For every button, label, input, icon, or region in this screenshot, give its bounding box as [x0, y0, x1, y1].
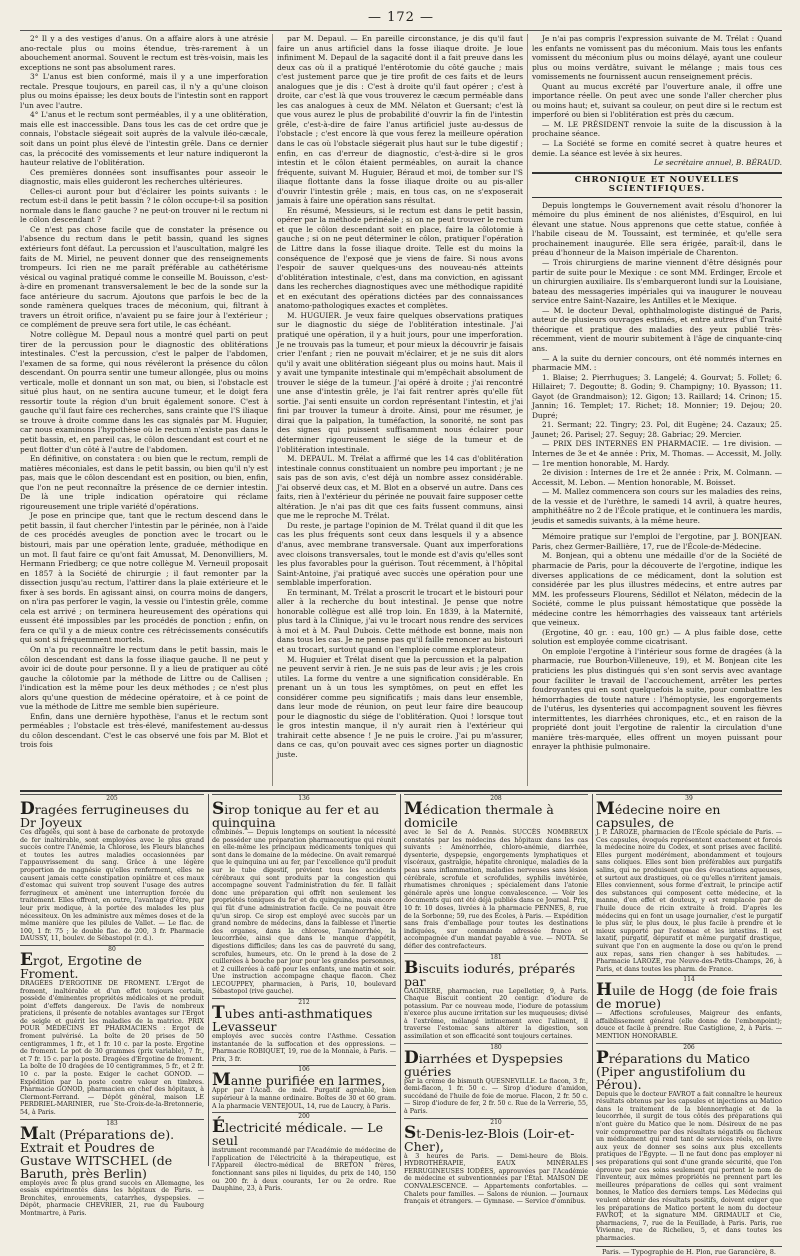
paragraph: — M. LE PRÉSIDENT renvoie la suite de la discussion à la prochaine séance.	[532, 119, 782, 139]
memoir-review	[532, 532, 782, 752]
ad-initial: T	[212, 1003, 225, 1024]
paragraph: Depuis longtemps le Gouvernement avait résolu d'honorer la mémoire du plus éminent de nos aliénistes, d'Esquirol, en lui élevant une statue. Nous apprenons que cette statue, confiée à l'habile ciseau de M. Toussaint, est terminée, et qu'elle sera prochainement inaugurée. Elle sera érigée, paraît-il, dans le préau d'honneur de la Maison impériale de Charenton.	[532, 200, 782, 258]
ad-title-text: alt (Préparations de). Extrait et Poudres de Gustave WITSCHEL (de Baruth, près Berlin)	[20, 1126, 175, 1181]
column-1	[20, 34, 268, 786]
ad-body: instrument recommandé par l'Académie de médecine de l'application de l'électricité à la thérapeutique, est l'Appareil électro-médical de BRETON frères, fonctionnant sans piles ni liquides, du prix de 140, 150 ou 200 fr. à deux courants, 1er ou 2e ordre. Rue Dauphine, 23, à Paris.	[212, 1147, 396, 1193]
ad-title-text: ragées ferrugineuses du Dr Joyeux	[20, 802, 190, 830]
top-rule	[20, 30, 782, 31]
advertisement	[20, 945, 204, 1117]
advertisements	[20, 790, 782, 1256]
column-divider	[527, 34, 528, 786]
paragraph: 4° L'anus et le rectum sont perméables, il y a une oblitération, mais elle est inaccessible. Dans tous les cas de cet ordre que je connais, l'obstacle siégeait soit auprès de la valvule iléo-cæcale, soit dans un point plus élevé de l'intestin grêle. Dans ce dernier cas, la précocité des vomissements et leur nature indiqueront la hauteur relative de l'oblitération.	[20, 110, 268, 168]
chronicle-heading: CHRONIQUE ET NOUVELLES SCIENTIFIQUES.	[532, 172, 782, 198]
advertisement	[212, 998, 396, 1063]
ad-title-text: irop tonique au fer et au quinquina	[212, 802, 380, 830]
ad-title-text: iscuits iodurés, préparés par	[404, 960, 576, 989]
paragraph: 3° L'anus est bien conformé, mais il y a une imperforation rectale. Presque toujours, en pareil cas, il n'y a qu'une cloison plus ou moins épaisse; les deux bouts de l'intestin sont en rapport l'un avec l'autre.	[20, 72, 268, 110]
paragraph: — PRIX DES INTERNES EN PHARMACIE. — 1re division. — Internes de 3e et 4e année : Prix, M. Thomas. — Accessit, M. Jolly. — 1re mention honorable, M. Hardy.	[532, 439, 782, 468]
ad-number: 208	[404, 794, 588, 803]
paragraph: Mémoire pratique sur l'emploi de l'ergotine, par J. BONJEAN. Paris, chez Germer-Baillière, 17, rue de l'École-de-Médecine.	[532, 532, 782, 551]
paragraph: M. Bonjean, qui a obtenu une médaille d'or de la Société de pharmacie de Paris, pour la découverte de l'ergotine, indique les diverses applications de ce médicament, dont la solution est considérée par les plus illustres médecins, et entre autres par MM. les professeurs Flourens, Sédillot et Nélaton, médecin de la Société, comme le plus puissant hémostatique que possède la médecine contre les hémorrhagies des vaisseaux tant artériels que veineux.	[532, 551, 782, 628]
paragraph: En résumé, Messieurs, si le rectum est dans le petit bassin, opérer par la méthode périnéale ; si on ne peut trouver le rectum et que le côlon descendant soit en place, faire la côlotomie à gauche ; si on ne peut déterminer le côlon, pratiquer l'opération de Littre dans la fosse iliaque droite. Telle est du moins la conséquence de l'exposé que je viens de faire. Si nous avons l'espoir de sauver quelques-uns des nouveau-nés atteints d'oblitération intestinale, c'est, dans ma conviction, en agissant dans les recherches diagnostiques avec une méthodique rapidité et en exécutant des opérations dictées par des connaissances anatomo-pathologiques exactes et complètes.	[277, 205, 523, 311]
ad-initial: S	[404, 1122, 417, 1143]
ad-initial: D	[20, 799, 35, 819]
advertisement	[404, 953, 588, 1041]
ad-initial: H	[596, 980, 613, 1001]
ad-body: Depuis que le docteur FAVROT a fait connaître le heureux résultats obtenus par les capsules et injections au Matico dans le traitement de la blennorrhagie et de la leucorrhée, il surgit de tous côtés des préparations qui n'ont guère du Matico que le nom. Désireux de ne pas voir compromettre par des résultats négatifs ou fâcheux un médicament qui rend tant de services réels, on livre aux yeux de donner ses soins aux plus excellents pratiques de l'Égypte. — Il ne faut donc pas employer ni ses préparations qui sont d'une grande sécurité, que l'on éprouve par ces soins seulement qui portent le nom de l'inventeur, aux mêmes propriétés ne prennent part les meilleures préparations de celles qui sont vraiment bonnes, le Matico des derniers temps. Les Médecins qui veulent obtenir des résultats positifs, doivent exiger que les préparations de Matico portent le nom du docteur FAVROT, et la signature MM. GRIMAULT et Cie, pharmaciens, 7, rue de la Feuillade, à Paris. Paris, rue Vivienne, rue de Richelieu, 5, et dans toutes les pharmacies.	[596, 1090, 782, 1242]
advertisement	[404, 1043, 588, 1116]
ad-title-text: ubes anti-asthmatiques Levasseur	[212, 1006, 373, 1035]
column-2	[277, 34, 523, 786]
paragraph: En définitive, on constatera : ou bien que le rectum, rempli de matières méconiales, est dans le petit bassin, ou bien qu'il n'y est pas, mais que le côlon descendant est en position, ou bien, enfin, que l'on ne peut reconnaître la présence de ce dernier intestin. De là une triple indication opératoire qui réclame rigoureusement une triple variété d'opérations.	[20, 454, 268, 511]
ad-title-text: iarrhées et Dyspepsies guéries	[404, 1050, 563, 1079]
ad-column-2	[212, 794, 396, 1193]
ad-column-4	[596, 794, 782, 1256]
journal-page	[20, 10, 782, 1256]
discussion-end	[532, 34, 782, 158]
advertisement	[596, 794, 782, 973]
ad-body: DRAGÉES D'ERGOTINE DE FROMENT. L'Ergot de froment, inaltérable et d'un effet toujours certain, possède d'éminentes propriétés médicales et ne produit point d'effets dangereux. De l'avis de nombreux praticiens, il présente de notables avantages sur l'Ergot de seigle et guérit les maladies de la matrice. PRIX POUR MÉDECINS ET PHARMACIENS : Ergot de froment pulvérisé. La boîte de 20 prises de 50 centigrammes, 1 fr., et 1 fr. 10 c. par la poste. Ergotine de froment. Le pot de 30 grammes (prix variable), 7 fr., et 7 fr. 15 c. par la poste. Dragées d'Ergotine de froment. La boîte de 10 dragées de 10 centigrammes, 5 fr., et 2 fr. 10 c. par la poste. Exiger le cachet GONOD. — Expédition par la poste contre valeur en timbres. Pharmacie GONOD, pharmacien en chef des hôpitaux, à Clermont-Ferrand. — Dépôt général, maison LE PERDRIEL-MARINIER, rue Ste-Croix-de-la-Bretonnerie, 54, à Paris.	[20, 979, 204, 1116]
advertisement	[404, 1118, 588, 1206]
ad-initial: M	[20, 1123, 39, 1144]
ad-body: par la crème de bismuth QUESNEVILLE. Le flacon, 3 fr., demi-flacon, 1 fr. 50 c. — Sirop d'iodure d'amidon, succédané de l'huile de foie de morue. Flacon, 2 fr. 50 c. — Sirop d'iodure de fer, 2 fr. 50 c. Rue de la Verrerie, 55, à Paris.	[404, 1077, 588, 1116]
ad-body: Appr par l'Acad. de méd. Purgatif agréable, bien supérieur à la manne ordinaire. Boîtes de 30 et 60 gram. A la pharmacie VENTEJOUL, 14, rue de Laucry, à Paris.	[212, 1087, 396, 1110]
ad-title-text: rgot, Ergotine de Froment.	[20, 952, 142, 981]
ad-number: 200	[212, 1112, 396, 1121]
ad-initial: B	[404, 957, 419, 978]
advertisement	[212, 1065, 396, 1110]
ad-title	[212, 799, 396, 830]
ad-title	[20, 799, 204, 830]
ad-body: — Affections scrofuleuses, Maigreur des enfants, affaiblissement général (elle donne de l'embonpoint); douce et facile à prendre. Rue Castiglione, 2, à Paris. — MENTION HONORABLE.	[596, 1010, 782, 1041]
advertisement	[596, 975, 782, 1040]
paragraph: M. DEPAUL. M. Trélat a affirmé que les 14 cas d'oblitération intestinale connus constituaient un nombre peu important ; je ne sais pas de son avis, c'est déjà un nombre assez considérable. J'ai observé deux cas, et M. Blot en a observé un autre. Dans ces faits, rien à l'extérieur du périnée ne pouvait faire supposer cette altération. Je n'ai pas dit que ces faits fussent communs, ainsi que me le reproche M. Trélat.	[277, 454, 523, 521]
ad-title	[596, 799, 782, 830]
ad-body: GAGNIERE, pharmacien, rue Lepelletier, 9, à Paris. Chaque Biscuit contient 20 centigr. d'iodure de potassium. Par ce nouveau mode, l'iodure de potassium n'exerce plus aucune irritation sur les muqueuses; divisé à l'extrême, mélangé intimement avec l'aliment, il traverse l'estomac sans altérer la digestion, son assimilation et son efficacité sont toujours certaines.	[404, 987, 588, 1041]
ad-number: 106	[212, 1065, 396, 1074]
paragraph: Ce n'est pas chose facile que de constater la présence ou l'absence du rectum dans le petit bassin, quand les signes extérieurs font défaut. La percussion et l'auscultation, malgré les faits de M. Miriel, ne peuvent donner que des renseignements trompeurs. Ici rien ne me paraît préférable au cathétérisme vésical ou vaginal pratiqué comme le conseille M. Bouisson, c'est-à-dire en promenant transversalement le bec de la sonde sur la face antérieure du sacrum. Ajoutons que parfois le bec de la sonde ramènera quelques traces de méconium, qui, filtrant à travers un étroit orifice, n'avaient pu se faire jour à l'extérieur ; ce complément de preuve sera fort utile, le cas échéant.	[20, 224, 268, 330]
ad-number: 205	[20, 794, 204, 803]
ad-divider	[400, 794, 401, 1166]
ad-body: J. P. LAROZE, pharmacien de l'École spéciale de Paris. — Ces capsules, évoqués représentent exactement et forcés la médecine noire du Codex, et sont prises avec facilité. Elles purgent modérément, abondamment et toujours sans coliques. Elles sont bien préférables aux purgatifs salins, qui ne produisent que des évacuations aqueuses, et surtout aux drastiques, où ce qu'elles n'irritent jamais. Elles conviennent, sous forme d'extrait, le principe actif des substances qui composent cette médecine, et la manne, d'en effet et douteux, y est remplacée par de l'huile douce de ricin extraite à froid. D'après les médecins qui en font un usage journalier, c'est le purgatif le plus sûr, le plus doux, le plus facile à prendre et le mieux supporté par l'estomac et les intestins. Il est laxatif, purgatif, dépuratif et même purgatif drastique, suivant que l'on en augmente la dose ou qu'on le prend aux repas, sans rien changer à ses habitudes. — Pharmacie LAROZE, rue Neuve-des-Petits-Champs, 26, à Paris, et dans toutes les pharm. de France.	[596, 829, 782, 973]
ad-number: 136	[212, 794, 396, 803]
paragraph: — La Société se forme en comité secret à quatre heures et demie. La séance est levée à six heures.	[532, 139, 782, 158]
ad-number: 39	[596, 794, 782, 803]
ad-number: 183	[20, 1119, 204, 1128]
ad-number: 181	[404, 953, 588, 962]
ad-number: 206	[596, 1043, 782, 1052]
ad-initial: D	[404, 1047, 419, 1068]
ad-body: employés avec le plus grand succès en Allemagne, les essais expérimentés dans les hôpitaux de Paris. — Bronchites, enrouements, catarrhes, dyspepsies. — Dépôt, pharmacie CHEVRIER, 21, rue du Faubourg Montmartre, à Paris.	[20, 1179, 204, 1217]
ad-number: 180	[404, 1043, 588, 1052]
ad-body: employés avec succès contre l'Asthme. Cessation instantanée de la suffocation et des oppressions. — Pharmacie ROBIQUET, 19, rue de la Monnaie, à Paris. — Prix, 3 fr.	[212, 1033, 396, 1063]
ad-column-1	[20, 794, 204, 1217]
ad-body: Ces dragées, qui sont à base de carbonate de protoxyde de fer inaltérable, sont employées avec le plus grand succès contre l'Anémie, la Chlorose, les Fleurs blanches et toutes les autres maladies occasionnées par l'appauvrissement du sang. Grâce à une légère proportion de magnésie qu'elles renferment, elles ne causent jamais cette constipation opiniâtre et ces maux d'estomac qui suivent trop souvent l'usage des autres ferrugineux et amènent une interruption forcée du traitement. Elles offrent, en outre, l'avantage d'être, par leur prix modique, à la portée des malades les plus nécessiteux. On les administre aux mêmes doses et de la même manière que les pilules de Vallet. — Le flac. de 100, 1 fr. 75 ; le double flac. de 200, 3 fr. Pharmacie DAUSSY, 11, boulev. de Sébastopol (r. d.).	[20, 829, 204, 943]
ad-body: avec le Sel de A. Pennès. SUCCÈS NOMBREUX constatés par les médecins des hôpitaux dans les cas suivants : Aménorrhée, chloro-anémie, diarrhée, dysenterie, dyspepsie, engorgements lymphatiques et viscéraux, gastralgie, hépatite chronique, maladies de la peau sans inflammation, maladies nerveuses sans lésion cérébrale, scrofule et scrofulides, syphilis invétérée, rhumatismes chroniques ; spécialement dans l'atonie générale après une longue convalescence. — Voir les documents qui ont été déjà publiés dans ce Journal. Prix, 10 fr. 10 doses, livrées à la pharmacie PENNES, 8, rue de la Sorbonne; 59, rue des Écoles, à Paris. — Expédition sans frais d'emballage pour toutes les destinations indiquées, sur commande adressée franco et accompagnée d'un mandat payable à vue. — NOTA. Se défier des contrefacteurs.	[404, 829, 588, 950]
paragraph: Enfin, dans une dernière hypothèse, l'anus et le rectum sont perméables ; l'obstacle est très-élevé, manifestement au-dessus du côlon descendant. C'est le cas observé une fois par M. Blot et trois fois	[20, 711, 268, 750]
paragraph: — M. Mallez commencera son cours sur les maladies des reins, de la vessie et de l'urèthre, le samedi 14 avril, à quatre heures, amphithéâtre no 2 de l'École pratique, et le continuera les mardis, jeudis et samedis suivants, à la même heure.	[532, 487, 782, 525]
ad-divider	[208, 794, 209, 1166]
chronicle-body	[532, 201, 782, 526]
column-3	[532, 34, 782, 786]
advertisement	[212, 794, 396, 996]
paragraph: 2° Il y a des vestiges d'anus. On a affaire alors à une atrésie ano-rectale plus ou moins étendue, très-rarement à un abouchement anormal. Souvent le rectum est très-voisin, mais les exceptions ne sont pas absolument rares.	[20, 34, 268, 72]
secretary-signature: Le secrétaire annuel, B. BÉRAUD.	[653, 158, 782, 168]
ad-initial: P	[596, 1047, 609, 1068]
advertisement	[20, 1119, 204, 1218]
paragraph: — A la suite du dernier concours, ont été nommés internes en pharmacie MM. :	[532, 353, 782, 373]
ad-initial: M	[212, 1070, 231, 1091]
ad-title-text: uile de Hogg (de foie frais de morue)	[596, 983, 778, 1012]
paragraph: — M. le docteur Deval, ophthalmologiste distingué de Paris, auteur de plusieurs ouvrages estimés, et entre autres d'un Traité théorique et pratique des maladies des yeux publié très-récemment, vient de mourir subitement à l'âge de cinquante-cinq ans.	[532, 305, 782, 353]
paragraph: Ces premières données sont insuffisantes pour asseoir le diagnostic, mais elles guideront les recherches ultérieures.	[20, 167, 268, 187]
page-number: — 172 —	[367, 10, 435, 25]
ad-title	[404, 799, 588, 830]
ad-number: 114	[596, 975, 782, 984]
advertisement	[404, 794, 588, 951]
ad-number: 80	[20, 945, 204, 954]
ad-initial: M	[596, 799, 615, 819]
ad-title-text: lectricité médicale. — Le seul	[212, 1120, 383, 1149]
ad-initial: S	[212, 799, 225, 819]
advertisement	[20, 794, 204, 943]
paragraph: Quant au mucus excrété par l'ouverture anale, il offre une importance réelle. On peut avec une sonde l'aller chercher plus ou moins haut; et, suivant sa couleur, on peut dire si le rectum est imperforé ou bien si l'oblitération est près du cæcum.	[532, 81, 782, 120]
paragraph: Du reste, je partage l'opinion de M. Trélat quand il dit que les cas les plus fréquents sont ceux dans lesquels il y a absence d'anus, avec membrane transversale. Quant aux imperforations avec cloisons transversales, tout le monde est d'avis qu'elles sont les plus favorables pour la guérison. Tout récemment, à l'hôpital Saint-Antoine, j'ai pratiqué avec succès une opération pour une semblable imperforation.	[277, 520, 523, 588]
advertisement	[596, 1043, 782, 1243]
ad-title-text: anne purifiée en larmes,	[230, 1073, 386, 1089]
paragraph: En terminant, M. Trélat a proscrit le trocart et le bistouri pour aller à la recherche du bout intestinal. Je pense que notre honorable collègue est allé trop loin. En 1839, à la Maternité, plus tard à la Clinique, j'ai vu le trocart nous rendre des services à moi et à M. Paul Dubois. Cette méthode est bonne, mais non dans tous les cas. Je ne pense pas qu'il faille renoncer au bistouri et au trocart, surtout quand on l'emploie comme explorateur.	[277, 587, 523, 654]
paragraph: (Ergotine, 40 gr. : eau, 100 gr.) — A plus faible dose, cette solution est employée comme cicatrisant.	[532, 627, 782, 647]
paragraph: On n'a pu reconnaître le rectum dans le petit bassin, mais le côlon descendant est dans la fosse iliaque gauche. Il ne peut y avoir ici de doute pour personne. Il y a lieu de pratiquer au côté gauche la côlotomie par la méthode de Littre ou de Callisen ; l'indication est la même pour les deux méthodes ; ce n'est plus alors qu'une question de médecine opératoire, et à ce point de vue la méthode de Littre me semble bien supérieure.	[20, 645, 268, 712]
ad-title-text: édication thermale à domicile	[404, 802, 554, 830]
paragraph: M. Huguier et Trélat disent que la percussion et la palpation ne peuvent servir à rien. Je ne suis pas de leur avis ; je les crois utiles. La forme du ventre a une signification considérable. En prenant un à un tous les symptômes, on peut en effet les considérer comme peu significatifs ; mais dans leur ensemble, dans leur mode de réunion, on peut leur faire dire beaucoup pour le diagnostic du siége de l'oblitération. Quoi ! lorsque tout le gros intestin manque, il n'y aurait rien à l'extérieur qui trahirait cette absence ! Je ne puis le croire. J'ai pu m'assurer, dans ce cas, qu'on pouvait avec ces signes porter un diagnostic juste.	[277, 654, 523, 760]
paragraph: — Trois chirurgiens de marine viennent d'être désignés pour partir de suite pour le Mexique : ce sont MM. Erdinger, Ercole et un chirurgien auxiliaire. Ils s'embarqueront lundi sur la Louisiane, bateau des messageries impériales qui va inaugurer le nouveau service entre Saint-Nazaire, les Antilles et le Mexique.	[532, 258, 782, 306]
printer-imprint: Paris. — Typographie de H. Plon, rue Garancière, 8.	[596, 1246, 782, 1256]
paragraph: Je pose en principe que, tant que le rectum descend dans le petit bassin, il faut chercher l'intestin par le périnée, non à l'aide de ces procédés aveugles de ponction avec le trocart ou le bistouri, mais par une opération lente, graduée, méthodique en un mot. Il faut faire ce qu'ont fait Amussat, M. Denonvilliers, M. Hermann Friedberg; ce que notre collègue M. Verneuil proposait en 1857 à la Société de chirurgie ; il faut remonter par la dissection jusqu'au rectum, l'attirer dans la plaie extérieure et le fixer à ses bords. En agissant ainsi, on courra moins de dangers, on n'ira pas perforer le vagin, la vessie ou l'intestin grêle, comme cela est arrivé ; on terminera heureusement des opérations qui eussent été impossibles par les procédés de ponction ; enfin, on fera ce qu'il y a de mieux contre ces rétrécissements consécutifs qui sont si fréquemment mortels.	[20, 511, 268, 645]
ad-title-text: réparations du Matico (Piper angustifolium du Pérou).	[596, 1050, 750, 1092]
paragraph: 21. Sermant; 22. Tingry; 23. Pol, dit Eugène; 24. Cazaux; 25. Jaunet; 26. Parisel; 27. Seguy; 28. Gabriac; 29. Mercier.	[532, 420, 782, 439]
ad-initial: M	[404, 799, 423, 819]
ad-column-3	[404, 794, 588, 1206]
ad-number: 212	[212, 998, 396, 1007]
ad-title-text: t-Denis-lez-Blois (Loir-et-Cher),	[404, 1125, 575, 1154]
paragraph: 1. Blaise; 2. Pierrhugues; 3. Langelé; 4. Gourvat; 5. Follet; 6. Hillairet; 7. Degoutte; 8. Godin; 9. Champigny; 10. Byasson; 11. Gayot (de Grandmaison); 12. Gigon; 13. Raillard; 14. Crinon; 15. Jannin; 16. Templet; 17. Richet; 18. Monnier; 19. Dejou; 20. Dupré;	[532, 372, 782, 420]
ad-title-text: édecine noire en capsules, de	[596, 802, 721, 830]
paragraph: Notre collègue M. Depaul nous a montré quel parti on peut tirer de la percussion pour le diagnostic des oblitérations intestinales. C'est la percussion, c'est le palper de l'abdomen, l'examen de sa forme, qui nous révéleront la présence du côlon descendant. On pourra sentir une tumeur allongée, plus ou moins verticale, molle et donnant un son mat, ou bien, si l'obstacle est situé plus haut, on ne sentira aucune tumeur, et le doigt fera ressortir toute la région d'un bruit également sonore. C'est à gauche qu'il faut faire ces recherches, sans crainte que l'S iliaque se trouve à droite comme dans les cas signalés par M. Huguier, car nous examinons l'hypothèse où le rectum n'existe pas dans le petit bassin, et, en pareil cas, le côlon descendant est court et ne peut flotter d'un côté à l'autre de l'abdomen.	[20, 329, 268, 454]
ad-initial: E	[20, 949, 33, 970]
paragraph: 2e division : Internes de 1re et 2e année : Prix, M. Colmann. — Accessit, M. Lebon. — Mention honorable, M. Boisset.	[532, 468, 782, 487]
ad-divider	[592, 794, 593, 1166]
ad-body: combinés. — Depuis longtemps on soutient la nécessité de posséder une préparation pharmaceutique qui réunit en elle-même les principaux médicaments toniques qui sont dans le domaine de la médecine. On avait remarqué que le quinquina uni au fer, par l'excellence qu'il produit sur le tube digestif, prévient tous les accidents cérébraux qui sont produits par la congestion qui accompagne souvent l'administration du fer. Il fallait donc une préparation qui offrît non seulement les propriétés toniques du fer et du quinquina, mais encore qui fût d'une administration facile. Ce ne pouvait être qu'un sirop. Ce sirop est employé avec succès par un grand nombre de médecins, dans la faiblesse et l'inertie des organes, dans la chlorose, l'aménorrhée, la leucorrhée, ainsi que dans le manque d'appétit, digestions difficiles; dans les cas de pauvreté du sang, scrofules, humeurs, etc. On le prend à la dose de 2 cuillerées à bouche par jour pour les grandes personnes, et 2 cuillerées à café pour les enfants, une matin et soir. Une instruction accompagne chaque flacon. Chez LECOUPPEY, pharmacien, à Paris, 10, boulevard Sébastopol (rive gauche).	[212, 829, 396, 996]
ad-body: à 3 heures de Paris. — Demi-heure de Blois. HYDROTHÉRAPIE, EAUX MINÉRALES FERRUGINEUSES IODÉES, approuvées par l'Académie de médecine et subventionnées par l'État. MAISON DE CONVALESCENCE. — Appartements confortables. — Chalets pour familles. — Salons de réunion. — Journaux français et étrangers. — Gymnase. — Service d'omnibus.	[404, 1152, 588, 1206]
paragraph: Celles-ci auront pour but d'éclairer les points suivants : le rectum est-il dans le petit bassin ? le côlon occupe-t-il sa position normale dans le flanc gauche ? ne peut-on trouver ni le rectum ni le côlon descendant ?	[20, 186, 268, 225]
paragraph: par M. Depaul. — En pareille circonstance, je dis qu'il faut faire un anus artificiel dans la fosse iliaque droite. Je loue infiniment M. Depaul de la sagacité dont il a fait preuve dans les deux cas où il a pratiqué l'entérotomie du côté gauche ; mais c'est justement parce que je tire profit de ces faits et de leurs analogues que je dis : C'est à droite qu'il faut opérer ; c'est à droite, car c'est là que vous trouverez le cæcum perméable dans les cas analogues à ceux de MM. Nélaton et Guersant; c'est là que vous aurez le plus de probabilité d'ouvrir la fin de l'intestin grêle, c'est-à-dire de faire l'anus artificiel juste au-dessus de l'obstacle ; c'est encore là que vous ferez la meilleure opération dans le cas où l'obstacle siégerait plus haut sur le tube digestif ; enfin, en cas d'erreur de diagnostic, c'est-à-dire si le gros intestin et le côlon étaient perméables, on aurait la chance fréquente, suivant M. Huguier, Béraud et moi, de tomber sur l'S iliaque flottante dans la fosse iliaque droite ou au pis-aller d'ouvrir l'intestin grêle ; mais, en tous cas, on ne s'exposerait jamais à faire une opération sans résultat.	[277, 34, 523, 206]
advertisement	[212, 1112, 396, 1193]
paragraph: M. HUGUIER. Je veux faire quelques observations pratiques sur le diagnostic du siége de l'oblitération intestinale. J'ai pratiqué une opération, il y a huit jours, pour une imperforation. Je ne trouvais pas la tumeur, et pour mieux la découvrir je faisais crier l'enfant ; rien ne pouvait m'éclairer, et je ne suis dit alors qu'il y avait une oblitération siégeant plus ou moins haut. Mais il y avait une tympanite intestinale qui m'empêchait absolument de trouver le siége de la tumeur. J'ai opéré à droite ; j'ai rencontré une anse d'intestin grêle, je l'ai fait rentrer après qu'elle fût sortie. J'ai senti ensuite un cordon représentant l'intestin, et j'ai fini par trouver la tumeur à droite. Ainsi, pour me résumer, je dirai que la palpation, la tuméfaction, la sonorité, ne sont pas des signes qui puissent suffisamment nous éclairer pour déterminer rigoureusement le siége de la tumeur et de l'oblitération intestinale.	[277, 310, 523, 454]
ad-initial: É	[212, 1117, 225, 1138]
section-divider	[532, 528, 782, 529]
ad-number: 210	[404, 1118, 588, 1127]
paragraph: On emploie l'ergotine à l'intérieur sous forme de dragées (à la pharmacie, rue Bourbon-Villeneuve, 19), et M. Bonjean cite les praticiens les plus distingués qui s'en sont servis avec avantage pour faciliter le travail de l'accouchement, arrêter les pertes foudroyantes qui en sont quelquefois la suite, pour combattre les hémorrhagies de toute nature : l'hémoptysie, les engorgements de l'utérus, les dysenteries qui accompagnent souvent les fièvres intermittentes, les diarrhées chroniques, etc., et en raison de la propriété dont jouit l'ergotine de ralentir la circulation d'une manière très-marquée, elles offrent un moyen puissant pour enrayer la phthisie pulmonaire.	[532, 646, 782, 752]
paragraph: Je n'ai pas compris l'expression suivante de M. Trélat : Quand les enfants ne vomissent pas du méconium. Mais tous les enfants vomissent du méconium plus ou moins délayé, ayant une couleur plus ou moins verdâtre, suivant le mélange ; mais tous ces vomissements ne fournissent aucun renseignement précis.	[532, 34, 782, 82]
column-divider	[272, 34, 273, 786]
